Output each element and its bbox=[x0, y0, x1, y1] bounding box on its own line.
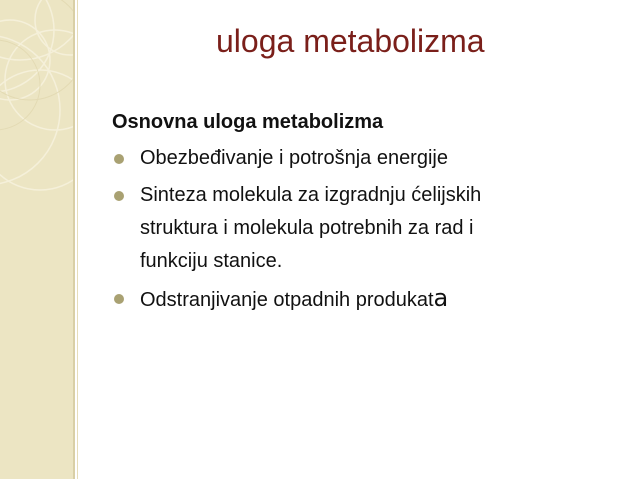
slide-subtitle: Osnovna uloga metabolizma bbox=[112, 111, 384, 133]
slide-title: uloga metabolizma bbox=[216, 23, 485, 59]
bullet-item-synthesis bbox=[112, 179, 612, 278]
bullet-item-energy bbox=[112, 142, 612, 175]
bullet-text-wrapper bbox=[140, 282, 580, 317]
bullet-text: Obezbeđivanje i potrošnja energije bbox=[140, 147, 448, 169]
bullet-text-tail: a bbox=[433, 284, 449, 312]
bullet-item-waste-removal bbox=[112, 282, 612, 317]
round-bullet-icon bbox=[114, 154, 124, 164]
bullet-list bbox=[112, 142, 612, 317]
bullet-text: Sinteza molekula za izgradnju ćelijskih struktura i molekula potrebnih za rad i funkciju stanice. bbox=[140, 184, 482, 272]
bullet-text: Odstranjivanje otpadnih produkat bbox=[140, 289, 434, 311]
circle-swirl-decoration-icon bbox=[0, 0, 73, 479]
round-bullet-icon bbox=[114, 294, 124, 304]
side-border-outer-line bbox=[77, 0, 78, 479]
side-decoration-panel bbox=[0, 0, 73, 479]
side-border-line bbox=[73, 0, 75, 479]
round-bullet-icon bbox=[114, 191, 124, 201]
